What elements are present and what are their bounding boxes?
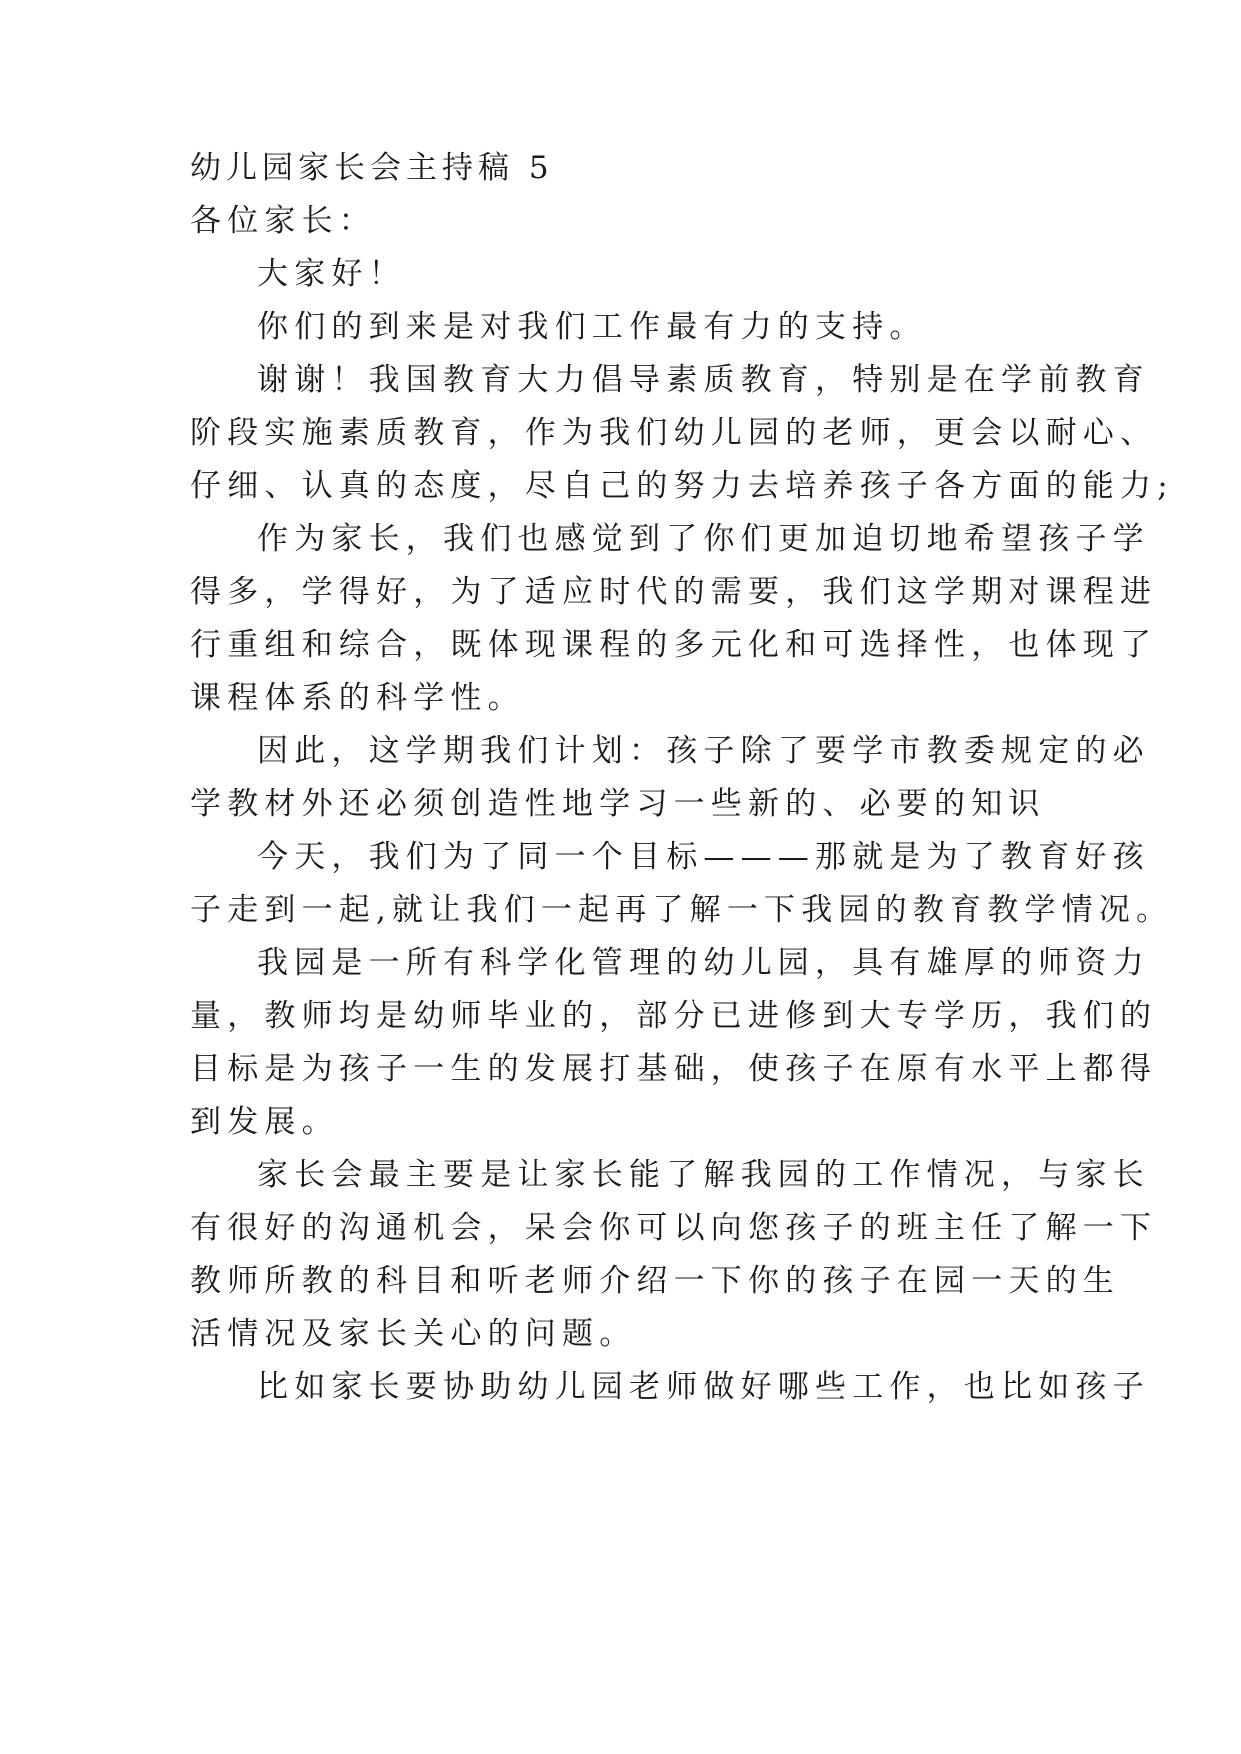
paragraph-line: 课程体系的科学性。 bbox=[190, 680, 525, 716]
paragraph-line: 你们的到来是对我们工作最有力的支持。 bbox=[257, 309, 927, 345]
paragraph-line: 大家好！ bbox=[257, 256, 406, 292]
paragraph-line: 阶段实施素质教育，作为我们幼儿园的老师，更会以耐心、 bbox=[190, 415, 1158, 451]
paragraph-line: 教师所教的科目和听老师介绍一下你的孩子在园一天的生 bbox=[190, 1263, 1120, 1299]
paragraph-line: 我园是一所有科学化管理的幼儿园，具有雄厚的师资力 bbox=[257, 945, 1150, 981]
paragraph-line: 量，教师均是幼师毕业的，部分已进修到大专学历，我们的 bbox=[190, 998, 1158, 1034]
paragraph-line: 仔细、认真的态度，尽自己的努力去培养孩子各方面的能力; bbox=[190, 468, 1174, 504]
paragraph-line: 学教材外还必须创造性地学习一些新的、必要的知识 bbox=[190, 786, 1046, 822]
paragraph-line: 因此，这学期我们计划：孩子除了要学市教委规定的必 bbox=[257, 733, 1150, 769]
paragraph-line: 到发展。 bbox=[190, 1104, 339, 1140]
salutation: 各位家长： bbox=[190, 203, 376, 239]
paragraph-line: 今天，我们为了同一个目标———那就是为了教育好孩 bbox=[257, 839, 1150, 875]
paragraph-line: 活情况及家长关心的问题。 bbox=[190, 1316, 637, 1352]
paragraph-line: 比如家长要协助幼儿园老师做好哪些工作，也比如孩子 bbox=[257, 1369, 1150, 1405]
paragraph-line: 得多，学得好，为了适应时代的需要，我们这学期对课程进 bbox=[190, 574, 1158, 610]
paragraph-line: 目标是为孩子一生的发展打基础，使孩子在原有水平上都得 bbox=[190, 1051, 1158, 1087]
paragraph-line: 作为家长，我们也感觉到了你们更加迫切地希望孩子学 bbox=[257, 521, 1150, 557]
paragraph-line: 谢谢！我国教育大力倡导素质教育，特别是在学前教育 bbox=[257, 362, 1150, 398]
paragraph-line: 家长会最主要是让家长能了解我园的工作情况，与家长 bbox=[257, 1157, 1150, 1193]
paragraph-line: 有很好的沟通机会，呆会你可以向您孩子的班主任了解一下 bbox=[190, 1210, 1158, 1246]
document-title: 幼儿园家长会主持稿 5 bbox=[190, 150, 554, 186]
paragraph-line: 子走到一起,就让我们一起再了解一下我园的教育教学情况。 bbox=[190, 892, 1174, 928]
paragraph-line: 行重组和综合，既体现课程的多元化和可选择性，也体现了 bbox=[190, 627, 1158, 663]
